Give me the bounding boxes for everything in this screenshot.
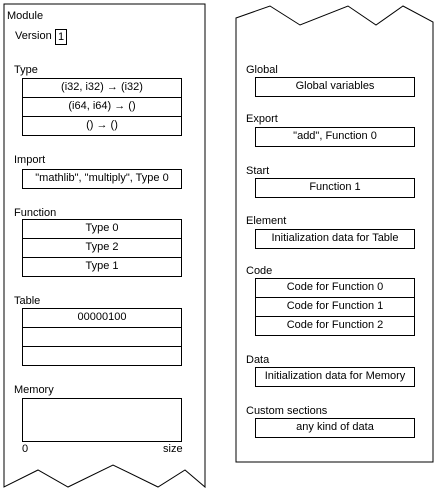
element-section-label: Element — [246, 215, 287, 227]
export-entry: "add", Function 0 — [255, 127, 415, 147]
module-title: Module — [7, 10, 44, 22]
element-entry: Initialization data for Table — [255, 229, 415, 249]
function-section-label: Function — [14, 207, 57, 219]
memory-section-label: Memory — [14, 384, 54, 396]
start-entry: Function 1 — [255, 178, 415, 198]
memory-box — [22, 398, 182, 442]
table-entry — [22, 327, 182, 347]
type-entry: () → () — [22, 116, 182, 136]
table-entry — [22, 346, 182, 366]
version-value: 1 — [55, 29, 67, 45]
type-section-label: Type — [14, 64, 38, 76]
custom-sections-label: Custom sections — [246, 405, 328, 417]
global-section-label: Global — [246, 64, 278, 76]
export-section-label: Export — [246, 113, 278, 125]
data-entry: Initialization data for Memory — [255, 367, 415, 387]
import-section-label: Import — [14, 154, 46, 166]
function-entry: Type 1 — [22, 257, 182, 277]
memory-axis-end: size — [163, 443, 183, 455]
type-entry: (i32, i32) → (i32) — [22, 78, 182, 98]
function-entry: Type 0 — [22, 219, 182, 239]
custom-entry: any kind of data — [255, 418, 415, 438]
version-label: Version — [15, 30, 52, 42]
code-section-label: Code — [246, 265, 273, 277]
global-entry: Global variables — [255, 77, 415, 97]
import-entry: "mathlib", "multiply", Type 0 — [22, 169, 182, 189]
code-entry: Code for Function 1 — [255, 297, 415, 317]
code-entry: Code for Function 0 — [255, 278, 415, 298]
type-entry: (i64, i64) → () — [22, 97, 182, 117]
start-section-label: Start — [246, 165, 270, 177]
code-entry: Code for Function 2 — [255, 316, 415, 336]
table-section-label: Table — [14, 295, 41, 307]
table-entry: 00000100 — [22, 308, 182, 328]
function-entry: Type 2 — [22, 238, 182, 258]
data-section-label: Data — [246, 354, 270, 366]
memory-axis-start: 0 — [22, 443, 29, 455]
